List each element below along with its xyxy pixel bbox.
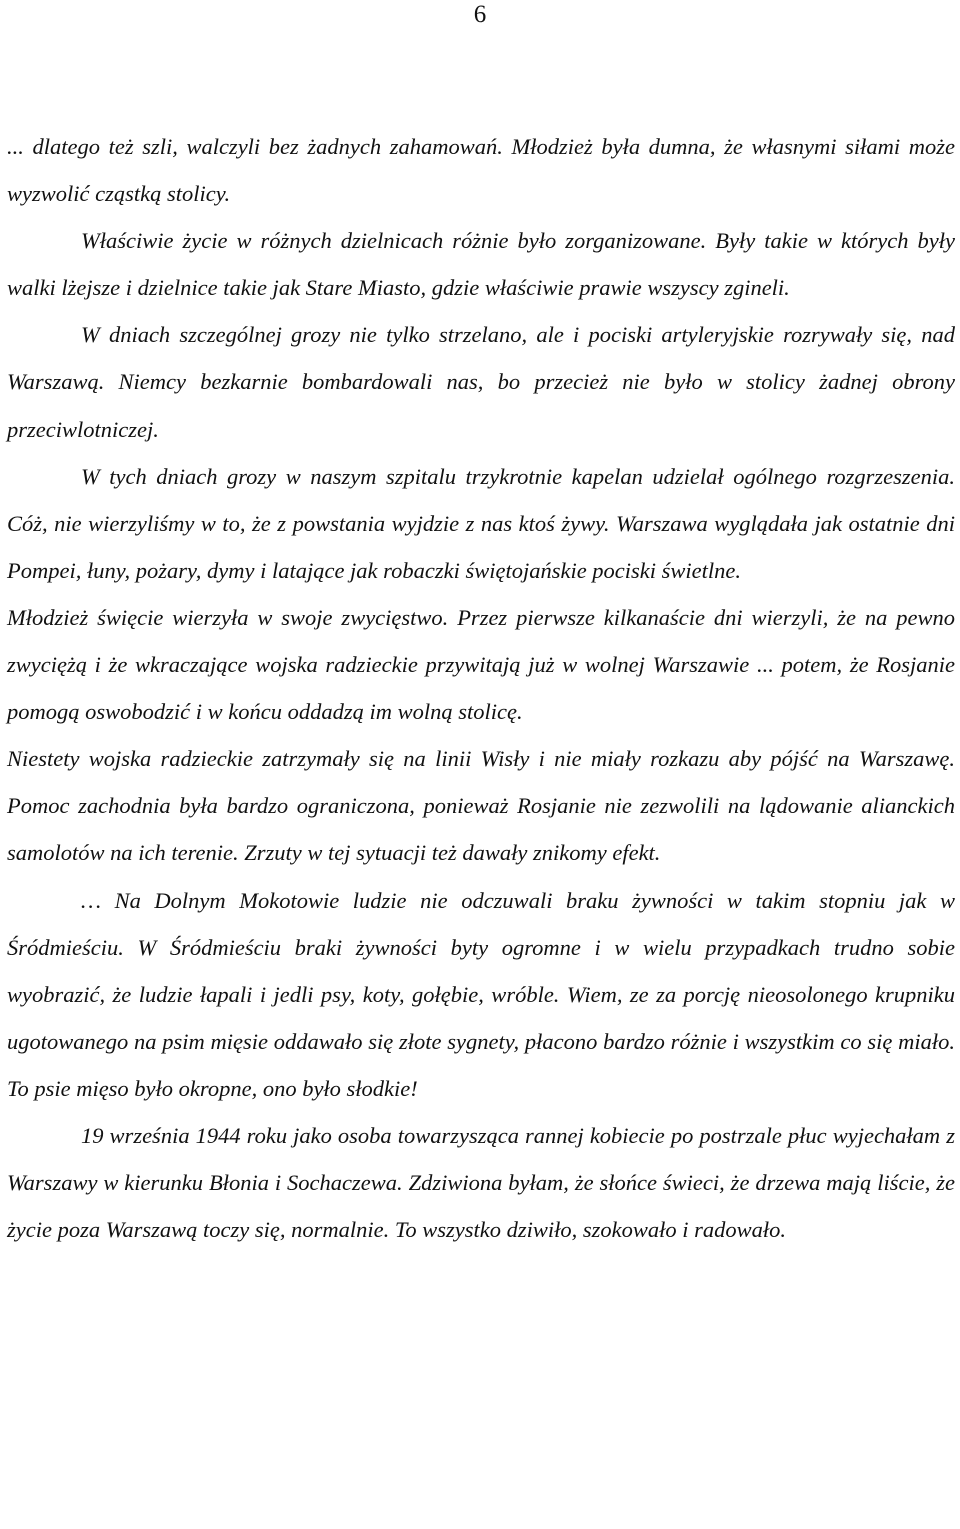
paragraph-6: Niestety wojska radzieckie zatrzymały się na linii Wisły i nie miały rozkazu aby pójść na Warszawę. Pomoc zachodnia była bardzo ograniczona, ponieważ Rosjanie nie zezwolili na lądowanie alianckich samolotów na ich terenie. Zrzuty w tej sytuacji też dawały znikomy efekt. [7, 746, 955, 866]
paragraph-2: Właściwie życie w różnych dzielnicach różnie było zorganizowane. Były takie w których były walki lżejsze i dzielnice takie jak Stare Miasto, gdzie właściwie prawie wszyscy zgineli. [7, 228, 955, 301]
paragraph-4: W tych dniach grozy w naszym szpitalu trzykrotnie kapelan udzielał ogólnego rozgrzeszenia. Cóż, nie wierzyliśmy w to, że z powstania wyjdzie z nas ktoś żywy. Warszawa wyglądała jak ostatnie dni Pompei, łuny, pożary, dymy i latające jak robaczki świętojańskie pociski świetlne. [7, 463, 955, 583]
paragraph-5: Młodzież święcie wierzyła w swoje zwycięstwo. Przez pierwsze kilkanaście dni wierzyli, że na pewno zwyciężą i że wkraczające wojska radzieckie przywitają już w wolnej Warszawie ... potem, że Rosjanie pomogą oswobodzić i w końcu oddadzą im wolną stolicę. [7, 604, 955, 725]
page-number: 6 [473, 1, 487, 28]
paragraph-7: … Na Dolnym Mokotowie ludzie nie odczuwali braku żywności w takim stopniu jak w Śródmieściu. W Śródmieściu braki żywności byty ogromne i w wielu przypadkach trudno sobie wyobrazić, że ludzie łapali i jedli psy, koty, gołębie, wróble. Wiem, ze za porcję nieosolonego krupniku ugotowanego na psim mięsie oddawało się złote sygnety, płacono bardzo różnie i wszystkim co się miało. To psie mięso było okropne, ono było słodkie! [7, 887, 955, 1101]
body-text [7, 123, 955, 1253]
paragraph-1: ... dlatego też szli, walczyli bez żadnych zahamowań. Młodzież była dumna, że własnymi siłami może wyzwolić cząstką stolicy. [7, 134, 955, 207]
paragraph-8: 19 września 1944 roku jako osoba towarzysząca rannej kobiecie po postrzale płuc wyjechałam z Warszawy w kierunku Błonia i Sochaczewa. Zdziwiona byłam, że słońce świeci, że drzewa mają liście, że życie poza Warszawą toczy się, normalnie. To wszystko dziwiło, szokowało i radowało. [7, 1122, 955, 1243]
paragraph-3: W dniach szczególnej grozy nie tylko strzelano, ale i pociski artyleryjskie rozrywały się, nad Warszawą. Niemcy bezkarnie bombardowali nas, bo przecież nie było w stolicy żadnej obrony przeciwlotniczej. [7, 322, 955, 442]
